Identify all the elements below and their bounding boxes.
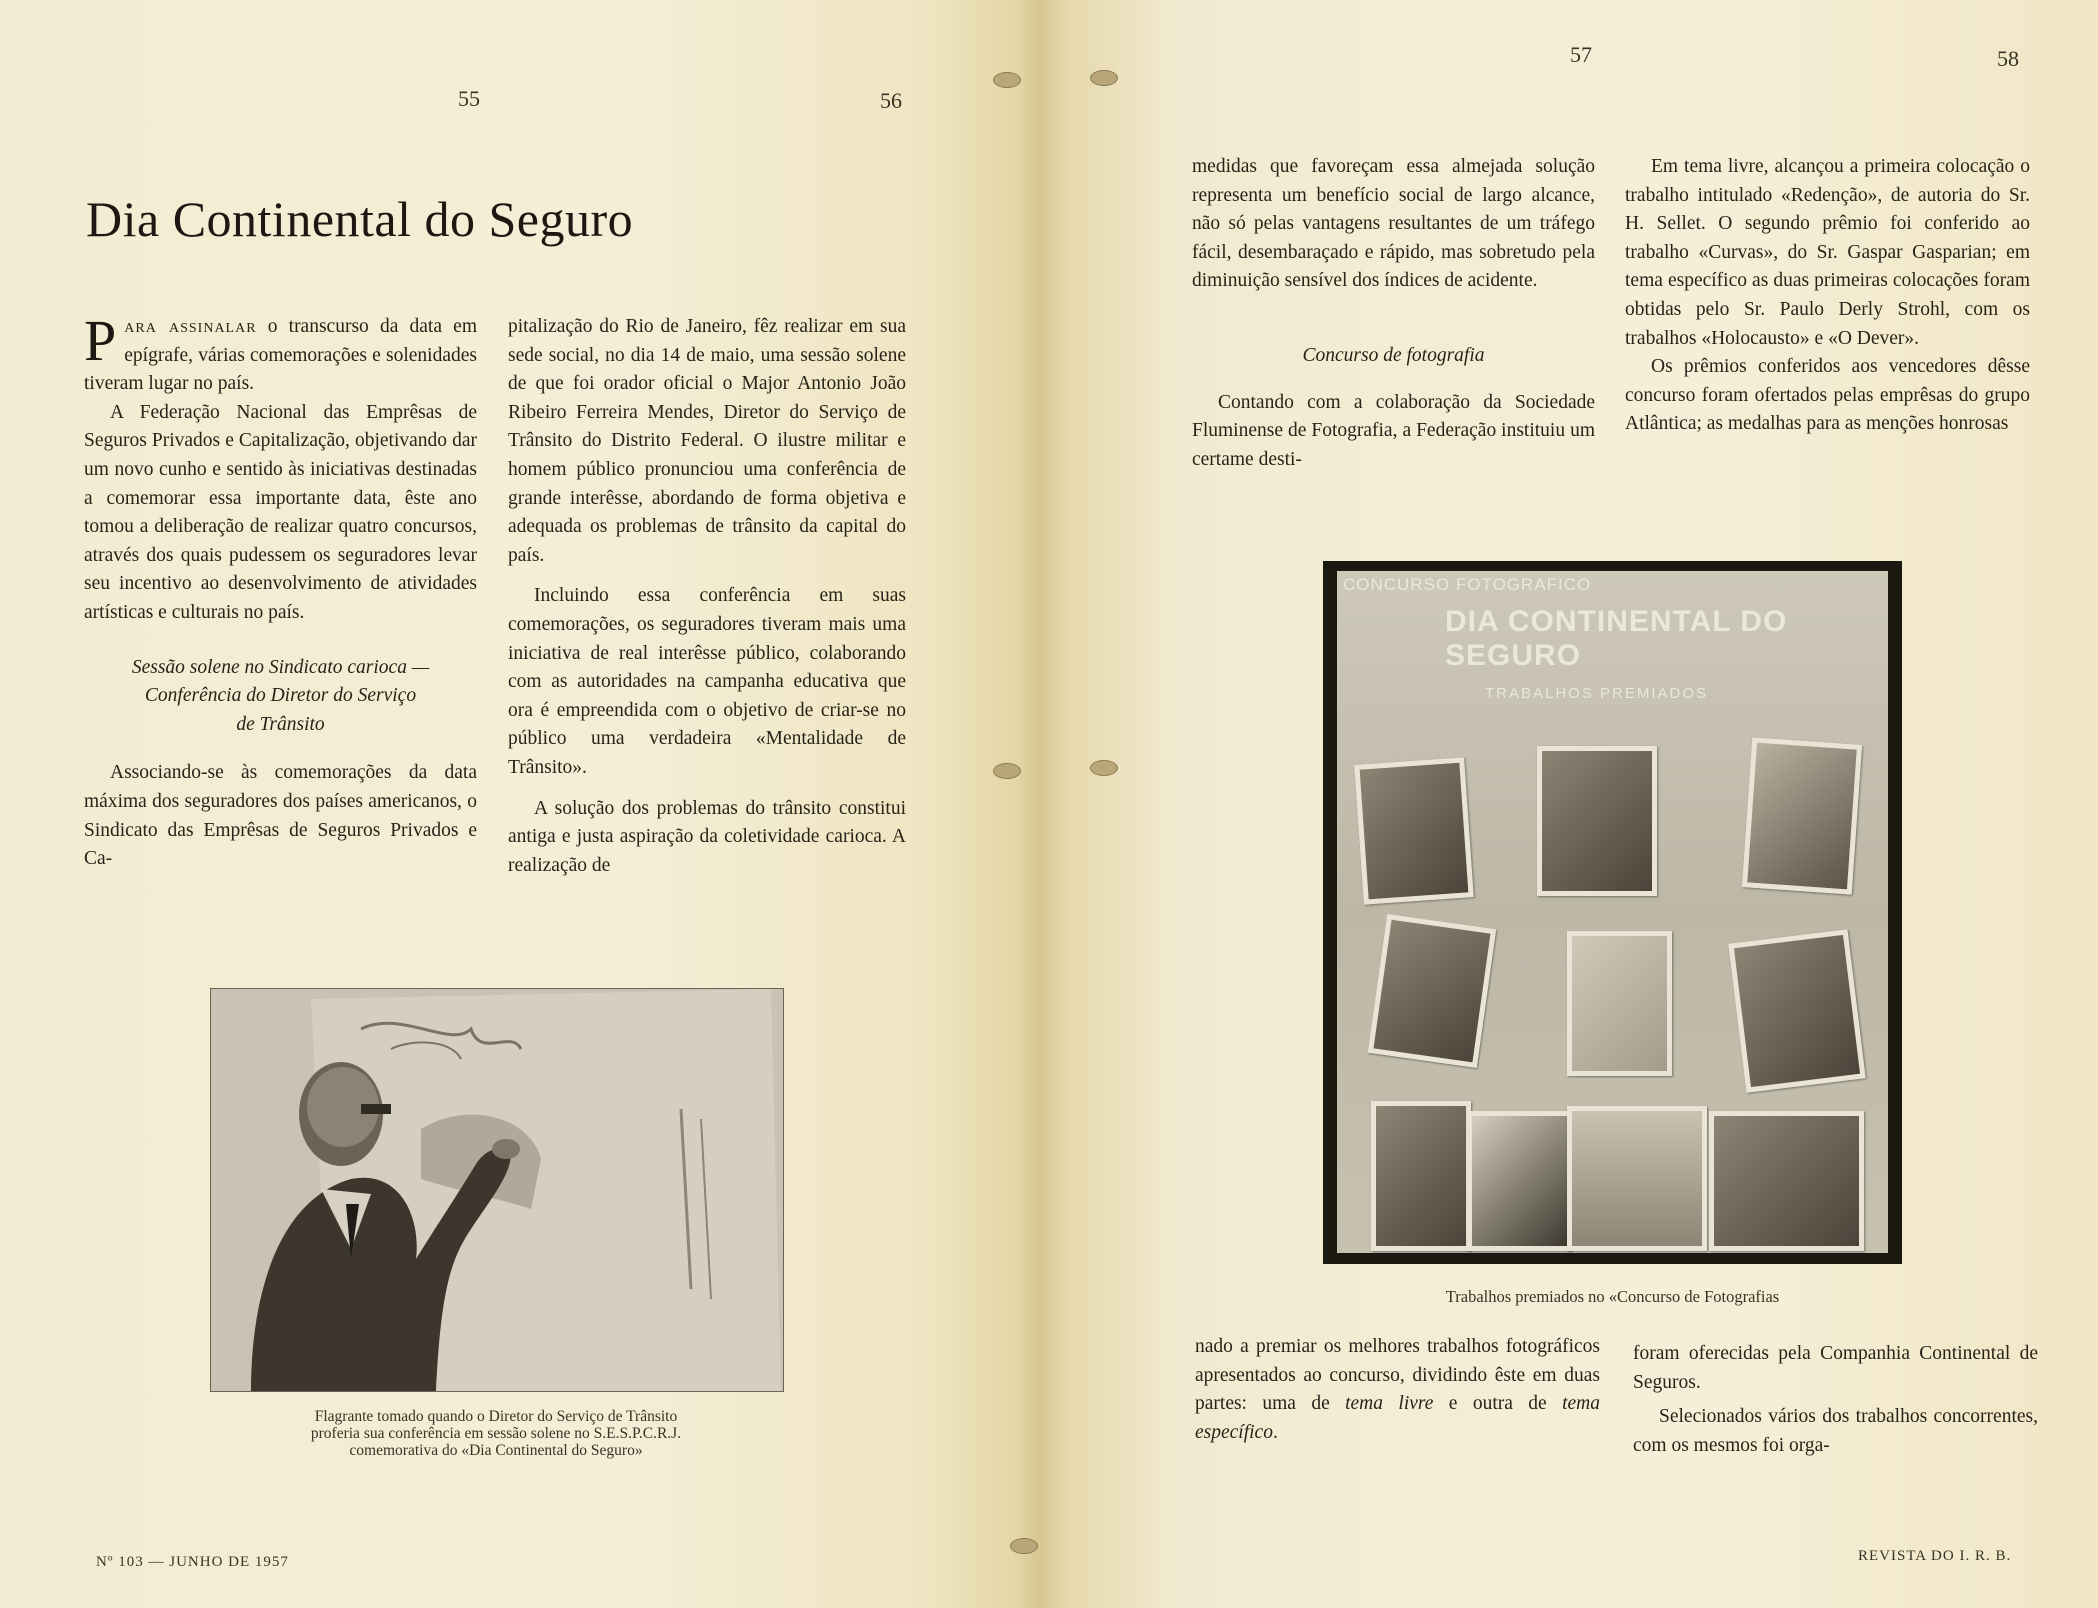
column-3-paragraph-3 — [1195, 1333, 1600, 1447]
winning-photo-6 — [1728, 929, 1865, 1093]
col3-bottom-text-3: . — [1272, 1421, 1278, 1443]
poster-line-3: TRABALHOS PREMIADOS — [1485, 685, 1709, 702]
photo-1-caption-line-1: Flagrante tomado quando o Diretor do Serviço de Trânsito — [314, 1408, 678, 1425]
tema-especifico-emphasis: tema específico — [1195, 1393, 1600, 1443]
photo-1-caption-line-3: comemorativa do «Dia Continental do Seguro» — [349, 1442, 643, 1459]
photo-1-caption — [210, 1408, 782, 1459]
column-3-paragraph-2: Contando com a colaboração da Sociedade Fluminense de Fotografia, a Federação instituiu um certame desti- — [1192, 391, 1595, 470]
subhead-line-1: Sessão solene no Sindicato carioca — — [131, 656, 430, 678]
tema-livre-emphasis: tema livre — [1345, 1393, 1434, 1415]
column-1-paragraph-1 — [84, 308, 477, 399]
paragraph-1-text: o transcurso da data em epígrafe, várias comemorações e solenidades tiveram lugar no país. — [84, 316, 477, 395]
photo-2-caption: Trabalhos premiados no «Concurso de Fotografias — [1445, 1287, 1780, 1306]
subhead-line-2: Conferência do Diretor do Serviço — [144, 685, 417, 707]
winning-photo-10 — [1709, 1111, 1864, 1251]
column-4-paragraph-2: Os prêmios conferidos aos vencedores dêsse concurso foram ofertados pelas emprêsas do grupo Atlântica; as medalhas para as menções honrosas — [1625, 356, 2030, 435]
photo-award-poster — [1323, 561, 1902, 1264]
column-1-paragraph-2: A Federação Nacional das Emprêsas de Seguros Privados e Capitalização, objetivando dar um novo cunho e sentido às iniciativas destinadas a comemorar essa importante data, êste ano tomou a deliberação de realizar quatro concursos, através dos quais pudessem os seguradores levar seu incentivo ao desenvolvimento de atividades artísticas e culturais no país. — [84, 401, 477, 623]
column-1 — [84, 308, 477, 874]
page-number-56: 56 — [880, 88, 902, 113]
column-1-paragraph-3: Associando-se às comemorações da data máxima dos seguradores dos países americanos, o Sindicato das Emprêsas de Seguros Privados e Ca- — [84, 762, 477, 870]
poster-line-2: DIA CONTINENTAL DO SEGURO — [1445, 605, 1788, 672]
winning-photo-9 — [1567, 1106, 1707, 1251]
section-subhead-concurso: Concurso de fotografia — [1302, 344, 1485, 366]
poster-line-1: CONCURSO FOTOGRAFICO — [1343, 575, 1592, 594]
binding-stitch-middle — [993, 763, 1021, 779]
footer-magazine-name: REVISTA DO I. R. B. — [1858, 1548, 2012, 1564]
winning-photo-5 — [1567, 931, 1672, 1076]
col3-bottom-text-2: e outra de — [1433, 1393, 1563, 1415]
col3-bottom-text-1: nado a premiar os melhores trabalhos fotográficos apresentados ao concurso, dividindo êste em duas partes: uma de — [1195, 1336, 1600, 1415]
winning-photo-2 — [1537, 746, 1657, 896]
photo-conference-speaker — [210, 988, 784, 1392]
column-3-bottom — [1195, 1333, 1600, 1447]
page-number-57: 57 — [1570, 42, 1592, 67]
page-number-58: 58 — [1997, 46, 2019, 71]
winning-photo-8 — [1467, 1111, 1572, 1251]
drop-cap: P — [84, 308, 117, 373]
poster-board — [1337, 571, 1888, 1253]
column-4-paragraph-4: Selecionados vários dos trabalhos concorrentes, com os mesmos foi orga- — [1633, 1406, 2038, 1456]
column-3-paragraph-1: medidas que favoreçam essa almejada solução representa um benefício social de largo alcance, não só pelas vantagens resultantes de um tráfego fácil, desembaraçado e rápido, mas sobretudo pela diminuição sensível dos índices de acidente. — [1192, 156, 1595, 292]
column-4-bottom — [1633, 1340, 2038, 1460]
speaker-illustration — [211, 989, 783, 1391]
photo-1-caption-line-2: proferia sua conferência em sessão solene no S.E.S.P.C.R.J. — [310, 1425, 682, 1442]
section-subhead-sessao — [84, 654, 477, 740]
column-4-paragraph-3: foram oferecidas pela Companhia Continental de Seguros. — [1633, 1343, 2038, 1393]
winning-photo-1 — [1354, 757, 1473, 904]
binding-stitch-bottom — [1010, 1538, 1038, 1554]
column-3-top — [1192, 153, 1595, 474]
subhead-line-3: de Trânsito — [236, 713, 325, 735]
column-4-paragraph-1: Em tema livre, alcançou a primeira colocação o trabalho intitulado «Redenção», de autoria do Sr. H. Sellet. O segundo prêmio foi conferido ao trabalho «Curvas», do Sr. Gaspar Gasparian; em tema específico as duas primeiras colocações foram obtidas pelo Sr. Paulo Derly Strohl, com os trabalhos «Holocausto» e «O Dever». — [1625, 156, 2030, 349]
winning-photo-7 — [1371, 1101, 1471, 1251]
winning-photo-4 — [1368, 914, 1496, 1068]
column-2 — [508, 313, 906, 880]
article-title: Dia Continental do Seguro — [86, 191, 634, 247]
column-2-paragraph-2: Incluindo essa conferência em suas comemorações, os seguradores tiveram mais uma iniciativa de real interêsse público, colaborando com as autoridades na campanha educativa que ora é empreendida com o objetivo de criar-se no público uma verdadeira «Mentalidade de Trânsito». — [508, 585, 906, 778]
column-2-paragraph-1: pitalização do Rio de Janeiro, fêz realizar em sua sede social, no dia 14 de maio, uma sessão solene de que foi orador oficial o Major Antonio João Ribeiro Ferreira Mendes, Diretor do Serviço de Trânsito do Distrito Federal. O ilustre militar e homem público pronunciou uma conferência de grande interêsse, abordando de forma objetiva e adequada os problemas de trânsito da capital do país. — [508, 316, 906, 566]
column-4-top — [1625, 153, 2030, 439]
binding-stitch-middle-right — [1090, 760, 1118, 776]
binding-stitch-top-right — [1090, 70, 1118, 86]
lead-small-caps: ara assinalar — [124, 316, 257, 337]
binding-stitch-top — [993, 72, 1021, 88]
winning-photo-3 — [1742, 737, 1862, 894]
column-2-paragraph-3: A solução dos problemas do trânsito constitui antiga e justa aspiração da coletividade carioca. A realização de — [508, 797, 906, 876]
footer-issue-date: Nº 103 — JUNHO DE 1957 — [96, 1554, 289, 1570]
page-number-55: 55 — [458, 86, 480, 111]
